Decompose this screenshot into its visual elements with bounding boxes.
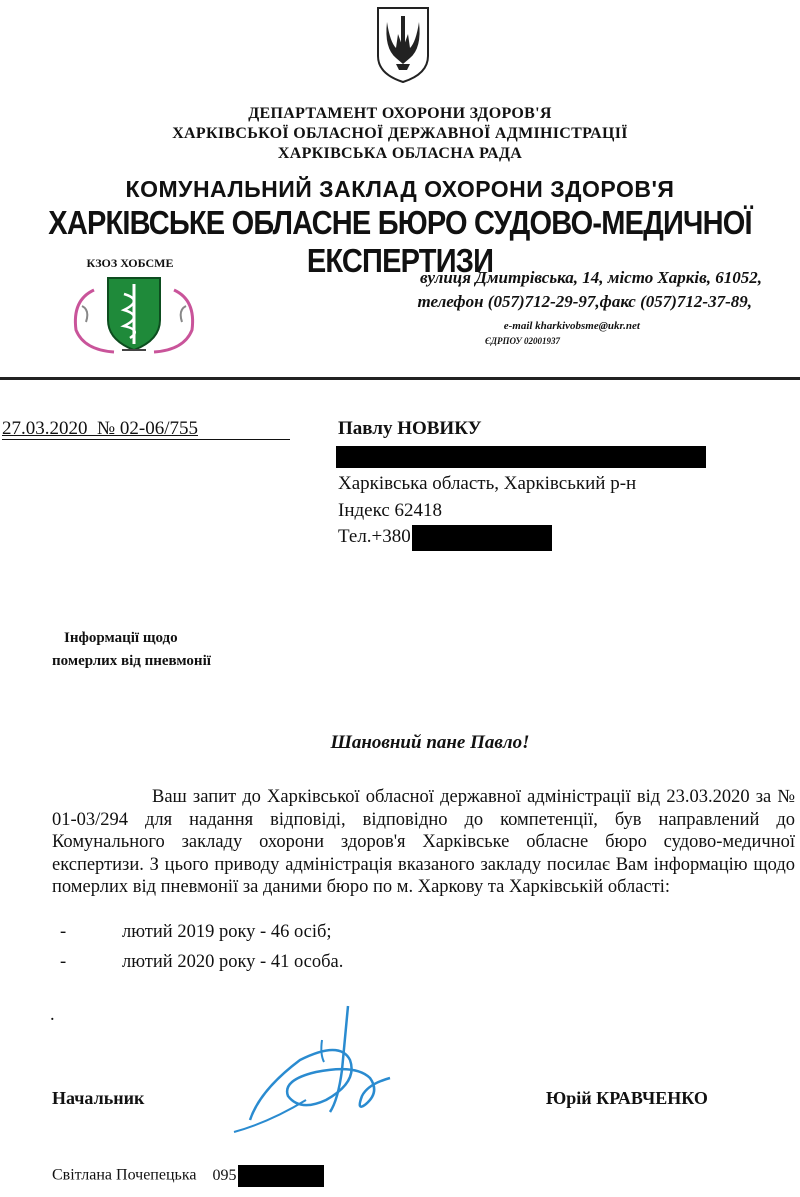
recipient-index: Індекс 62418 xyxy=(338,500,443,521)
recipient-phone-prefix: Тел.+380 xyxy=(338,526,411,547)
department-line-1: ДЕПАРТАМЕНТ ОХОРОНИ ЗДОРОВ'Я xyxy=(248,105,552,122)
phones-line: телефон (057)712-29-97,факс (057)712-37-89, xyxy=(417,292,752,311)
redacted-address xyxy=(336,446,706,468)
recipient-region: Харківська область, Харківський р-н xyxy=(338,473,637,494)
institution-name-line-1: КОМУНАЛЬНИЙ ЗАКЛАД ОХОРОНИ ЗДОРОВ'Я xyxy=(125,176,675,202)
signatory-title: Начальник xyxy=(52,1088,145,1108)
list-item-1: лютий 2019 року - 46 осіб; xyxy=(122,922,332,942)
list-item-2: лютий 2020 року - 41 особа. xyxy=(122,952,344,972)
header-divider xyxy=(0,377,800,380)
subject-line-2: померлих від пневмонії xyxy=(52,653,211,669)
redacted-phone xyxy=(412,525,552,551)
executor-name: Світлана Почепецька xyxy=(52,1166,197,1184)
subject-line-1: Інформації щодо xyxy=(64,630,178,646)
letter-body: Ваш запит до Харківської обласної державної адміністрації від 23.03.2020 за № 01-03/294 для надання відповіді, відповідно до компетенції, був направлений до Комунального закладу охорони здоров'я Харківське обласне бюро судово-медичної експертизи. З цього приводу адміністрація вказаного закладу посилає Вам інформацію щодо померлих від пневмонії за даними бюро по м. Харкову та Харківській області: xyxy=(52,787,795,897)
recipient-phone xyxy=(338,523,552,551)
caduceus-shield-icon xyxy=(64,270,204,358)
reference-underline xyxy=(2,439,290,440)
executor-line xyxy=(52,1165,324,1187)
department-line-3: ХАРКІВСЬКА ОБЛАСНА РАДА xyxy=(277,145,523,162)
logo-caption: КЗОЗ ХОБСМЕ xyxy=(86,256,174,270)
recipient-name: Павлу НОВИКУ xyxy=(338,418,482,439)
institution-name-line-2: ХАРКІВСЬКЕ ОБЛАСНЕ БЮРО СУДОВО-МЕДИЧНОЇ ЕКСПЕРТИЗИ xyxy=(48,205,752,280)
list-item-bullet-1: - xyxy=(60,922,67,942)
letter-reference: 27.03.2020 № 02-06/755 xyxy=(2,418,198,439)
department-line-2: ХАРКІВСЬКОЇ ОБЛАСНОЇ ДЕРЖАВНОЇ АДМІНІСТРАЦІЇ xyxy=(172,125,628,142)
handwritten-signature-icon xyxy=(230,1000,420,1140)
address-line: вулиця Дмитрівська, 14, місто Харків, 61052, xyxy=(419,268,762,287)
redacted-executor-phone xyxy=(238,1165,324,1187)
signatory-name: Юрій КРАВЧЕНКО xyxy=(546,1088,708,1108)
coat-of-arms-icon xyxy=(374,4,432,84)
email-line: e-mail kharkivobsme@ukr.net xyxy=(503,320,640,332)
stray-mark: . xyxy=(50,1005,55,1025)
list-item-bullet-2: - xyxy=(60,952,67,972)
executor-phone-prefix: 095 xyxy=(212,1166,237,1184)
edrpou-line: ЄДРПОУ 02001937 xyxy=(484,336,560,346)
greeting: Шановний пане Павло! xyxy=(330,732,530,753)
